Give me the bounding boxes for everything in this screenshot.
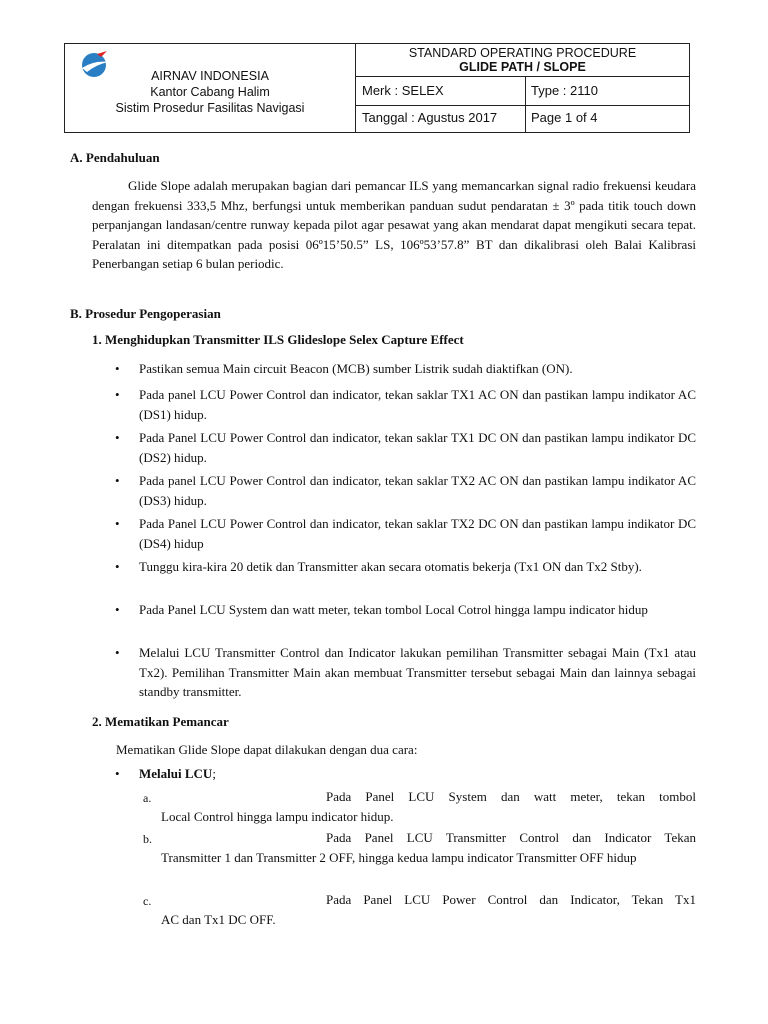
bullet-item: • Pastikan semua Main circuit Beacon (MCB) sumber Listrik sudah diaktifkan (ON). [115, 361, 573, 376]
page-number: Page 1 of 4 [531, 110, 598, 125]
letter-item: Pada Panel LCU System dan watt meter, tekan tombol Local Control hingga lampu indicator hidup. [161, 789, 696, 824]
section-a-paragraph: Glide Slope adalah merupakan bagian dari pemancar ILS yang memancarkan signal radio frekuensi keudara dengan frekuensi 333,5 Mhz, berfungsi untuk memberikan panduan sudut pendaratan ± 3º pada titik touch down perpanjangan landasan/centre runway kepada pilot agar pesawat yang akan mendarat dapat mengikuti secara tepat. Peralatan ini ditempatkan pada posisi 06º15’50.5” LS, 106º53’57.8” BT dan dikalibrasi oleh Balai Kalibrasi Penerbangan setiap 6 bulan periodic. [92, 178, 696, 271]
header-row-date [356, 105, 689, 132]
merk-value: Merk : SELEX [362, 83, 444, 98]
doc-type: STANDARD OPERATING PROCEDURE [408, 46, 637, 60]
header-org-cell [65, 44, 356, 132]
document-header [64, 43, 690, 133]
bullet-item: • Pada Panel LCU Power Control dan indicator, tekan saklar TX2 DC ON dan pastikan lampu indikator DC (DS4) hidup [115, 516, 696, 551]
letter-mark: b. [143, 832, 152, 846]
sub2-intro: Mematikan Glide Slope dapat dilakukan dengan dua cara: [116, 742, 418, 757]
letter-item: Pada Panel LCU Power Control dan Indicator, Tekan Tx1 AC dan Tx1 DC OFF. [161, 892, 696, 927]
letter-mark: c. [143, 894, 152, 908]
type-value: Type : 2110 [531, 83, 598, 98]
office-name: Kantor Cabang Halim [150, 85, 270, 99]
doc-title-cell [356, 44, 689, 77]
bullet-item: • Pada panel LCU Power Control dan indicator, tekan saklar TX2 AC ON dan pastikan lampu indikator AC (DS3) hidup. [115, 473, 696, 508]
header-row-merk [356, 77, 689, 106]
lcu-bullet: • Melalui LCU; [115, 766, 216, 781]
letter-item: Pada Panel LCU Transmitter Control dan Indicator Tekan Transmitter 1 dan Transmitter 2 OFF, hingga kedua lampu indicator Transmitter OFF hidup [161, 830, 696, 865]
lcu-label: Melalui LCU [139, 766, 213, 781]
bullet-item: • Tunggu kira-kira 20 detik dan Transmitter akan secara otomatis bekerja (Tx1 ON dan Tx2 Stby). [115, 559, 642, 574]
system-name: Sistim Prosedur Fasilitas Navigasi [115, 101, 305, 115]
date-value: Tanggal : Agustus 2017 [362, 110, 498, 125]
bullet-item: • Pada panel LCU Power Control dan indicator, tekan saklar TX1 AC ON dan pastikan lampu indikator AC (DS1) hidup. [115, 387, 696, 422]
section-b-heading: B. Prosedur Pengoperasian [70, 306, 221, 321]
section-a-heading: A. Pendahuluan [70, 150, 160, 165]
bullet-item: • Pada Panel LCU Power Control dan indicator, tekan saklar TX1 DC ON dan pastikan lampu indikator DC (DS2) hidup. [115, 430, 696, 465]
letter-mark: a. [143, 791, 152, 805]
bullet-item: • Pada Panel LCU System dan watt meter, tekan tombol Local Cotrol hingga lampu indicator hidup [115, 602, 648, 617]
org-info [65, 68, 355, 116]
bullet-item: • Melalui LCU Transmitter Control dan Indicator lakukan pemilihan Transmitter sebagai Main (Tx1 atau Tx2). Pemilihan Transmitter Main akan membuat Transmitter tersebut sebagai Main dan lainnya sebagai standby transmitter. [115, 645, 696, 699]
org-name: AIRNAV INDONESIA [151, 69, 269, 83]
sub2-heading: 2. Mematikan Pemancar [92, 714, 229, 729]
doc-title: GLIDE PATH / SLOPE [459, 60, 586, 74]
sub1-heading: 1. Menghidupkan Transmitter ILS Glideslope Selex Capture Effect [92, 332, 464, 347]
